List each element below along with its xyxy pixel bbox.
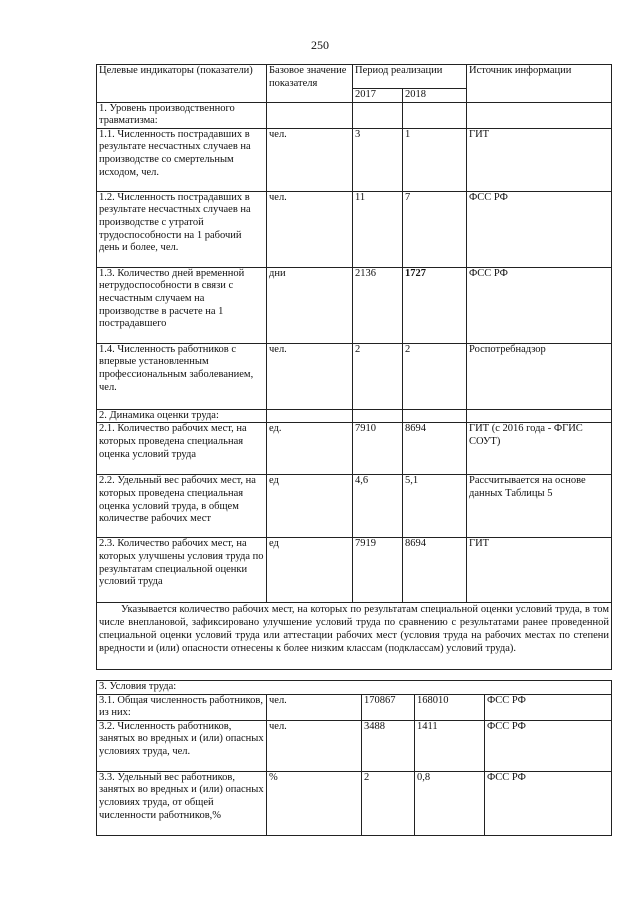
- indicator-source: ФСС РФ: [467, 191, 612, 267]
- header-row: [97, 65, 612, 89]
- value-2018: 1727: [403, 267, 467, 343]
- table-row: [97, 538, 612, 603]
- header-indicators: Целевые индикаторы (показатели): [97, 65, 267, 103]
- indicator-source: ФСС РФ: [467, 267, 612, 343]
- value-2018: 2: [403, 343, 467, 409]
- value-2017: 3488: [362, 720, 415, 771]
- header-year-2018: 2018: [403, 89, 467, 103]
- indicator-name: 3.2. Численность работников, занятых во вредных и (или) опасных условиях труда, чел.: [97, 720, 267, 771]
- value-2017: 7910: [353, 423, 403, 475]
- table-row: [97, 771, 612, 835]
- table-row: [97, 267, 612, 343]
- indicator-unit: ед: [267, 475, 353, 538]
- indicator-source: ФСС РФ: [485, 771, 612, 835]
- value-2017: 2: [353, 343, 403, 409]
- value-2017: 3: [353, 128, 403, 191]
- indicator-source: Рассчитывается на основе данных Таблицы 5: [467, 475, 612, 538]
- value-2018: 168010: [415, 694, 485, 720]
- indicators-table: [96, 64, 612, 670]
- indicator-unit: дни: [267, 267, 353, 343]
- value-2017: 4,6: [353, 475, 403, 538]
- indicator-unit: чел.: [267, 720, 362, 771]
- section-row: [97, 102, 612, 128]
- indicator-name: 1.4. Численность работников с впервые установленным профессиональным заболеванием, чел.: [97, 343, 267, 409]
- section-row: [97, 681, 612, 695]
- note-text: Указывается количество рабочих мест, на которых по результатам специальной оценки условий труда, в том числе внеплановой, зафиксировано улучшение условий труда по сравнению с результатами ранее проведенной специальной оценки условий труда или аттестации рабочих мест (условия труда на рабочих местах по степени вредности и (или) опасности отнесены к более низким классам (подклассам) условий труда).: [97, 603, 612, 670]
- indicator-unit: ед: [267, 538, 353, 603]
- indicator-source: ГИТ: [467, 538, 612, 603]
- value-2017: 7919: [353, 538, 403, 603]
- indicator-unit: чел.: [267, 191, 353, 267]
- table-row: [97, 128, 612, 191]
- section-row: [97, 409, 612, 423]
- value-2018: 1411: [415, 720, 485, 771]
- table-row: [97, 475, 612, 538]
- indicator-unit: чел.: [267, 128, 353, 191]
- indicator-source: Роспотребнадзор: [467, 343, 612, 409]
- table-row: [97, 423, 612, 475]
- indicator-unit: ед.: [267, 423, 353, 475]
- indicator-name: 1.1. Численность пострадавших в результате несчастных случаев на производстве со смертельным исходом, чел.: [97, 128, 267, 191]
- indicator-name: 1.3. Количество дней временной нетрудоспособности в связи с несчастным случаем на производстве в расчете на 1 пострадавшего: [97, 267, 267, 343]
- indicator-source: ГИТ (с 2016 года - ФГИС СОУТ): [467, 423, 612, 475]
- indicator-name: 2.1. Количество рабочих мест, на которых проведена специальная оценка условий труда: [97, 423, 267, 475]
- value-2018: 7: [403, 191, 467, 267]
- table-row: [97, 191, 612, 267]
- indicator-unit: чел.: [267, 343, 353, 409]
- header-year-2017: 2017: [353, 89, 403, 103]
- section-title: 1. Уровень производственного травматизма:: [97, 102, 267, 128]
- value-2017: 170867: [362, 694, 415, 720]
- section-title: 3. Условия труда:: [97, 681, 612, 695]
- indicator-name: 3.3. Удельный вес работников, занятых во вредных и (или) опасных условиях труда, от общей численности работников,%: [97, 771, 267, 835]
- value-2018: 5,1: [403, 475, 467, 538]
- indicator-source: ФСС РФ: [485, 694, 612, 720]
- value-2017: 11: [353, 191, 403, 267]
- header-source: Источник информации: [467, 65, 612, 103]
- header-period: Период реализации: [353, 65, 467, 89]
- indicator-unit: %: [267, 771, 362, 835]
- value-2018: 1: [403, 128, 467, 191]
- value-2017: 2: [362, 771, 415, 835]
- table-row: [97, 343, 612, 409]
- note-row: [97, 603, 612, 670]
- value-2018: 8694: [403, 538, 467, 603]
- page-number: 250: [311, 38, 329, 52]
- value-2017: 2136: [353, 267, 403, 343]
- table-row: [97, 694, 612, 720]
- indicator-name: 2.3. Количество рабочих мест, на которых улучшены условия труда по результатам специальной оценки условий труда: [97, 538, 267, 603]
- indicator-source: ГИТ: [467, 128, 612, 191]
- indicator-name: 2.2. Удельный вес рабочих мест, на которых проведена специальная оценка условий труда, в общем количестве рабочих мест: [97, 475, 267, 538]
- section-title: 2. Динамика оценки труда:: [97, 409, 267, 423]
- indicator-source: ФСС РФ: [485, 720, 612, 771]
- indicator-name: 3.1. Общая численность работников, из них:: [97, 694, 267, 720]
- conditions-table: [96, 680, 612, 836]
- value-2018: 0,8: [415, 771, 485, 835]
- table-row: [97, 720, 612, 771]
- header-base: Базовое значение показателя: [267, 65, 353, 103]
- indicator-unit: чел.: [267, 694, 362, 720]
- indicator-name: 1.2. Численность пострадавших в результате несчастных случаев на производстве с утратой трудоспособности на 1 рабочий день и более, чел.: [97, 191, 267, 267]
- value-2018: 8694: [403, 423, 467, 475]
